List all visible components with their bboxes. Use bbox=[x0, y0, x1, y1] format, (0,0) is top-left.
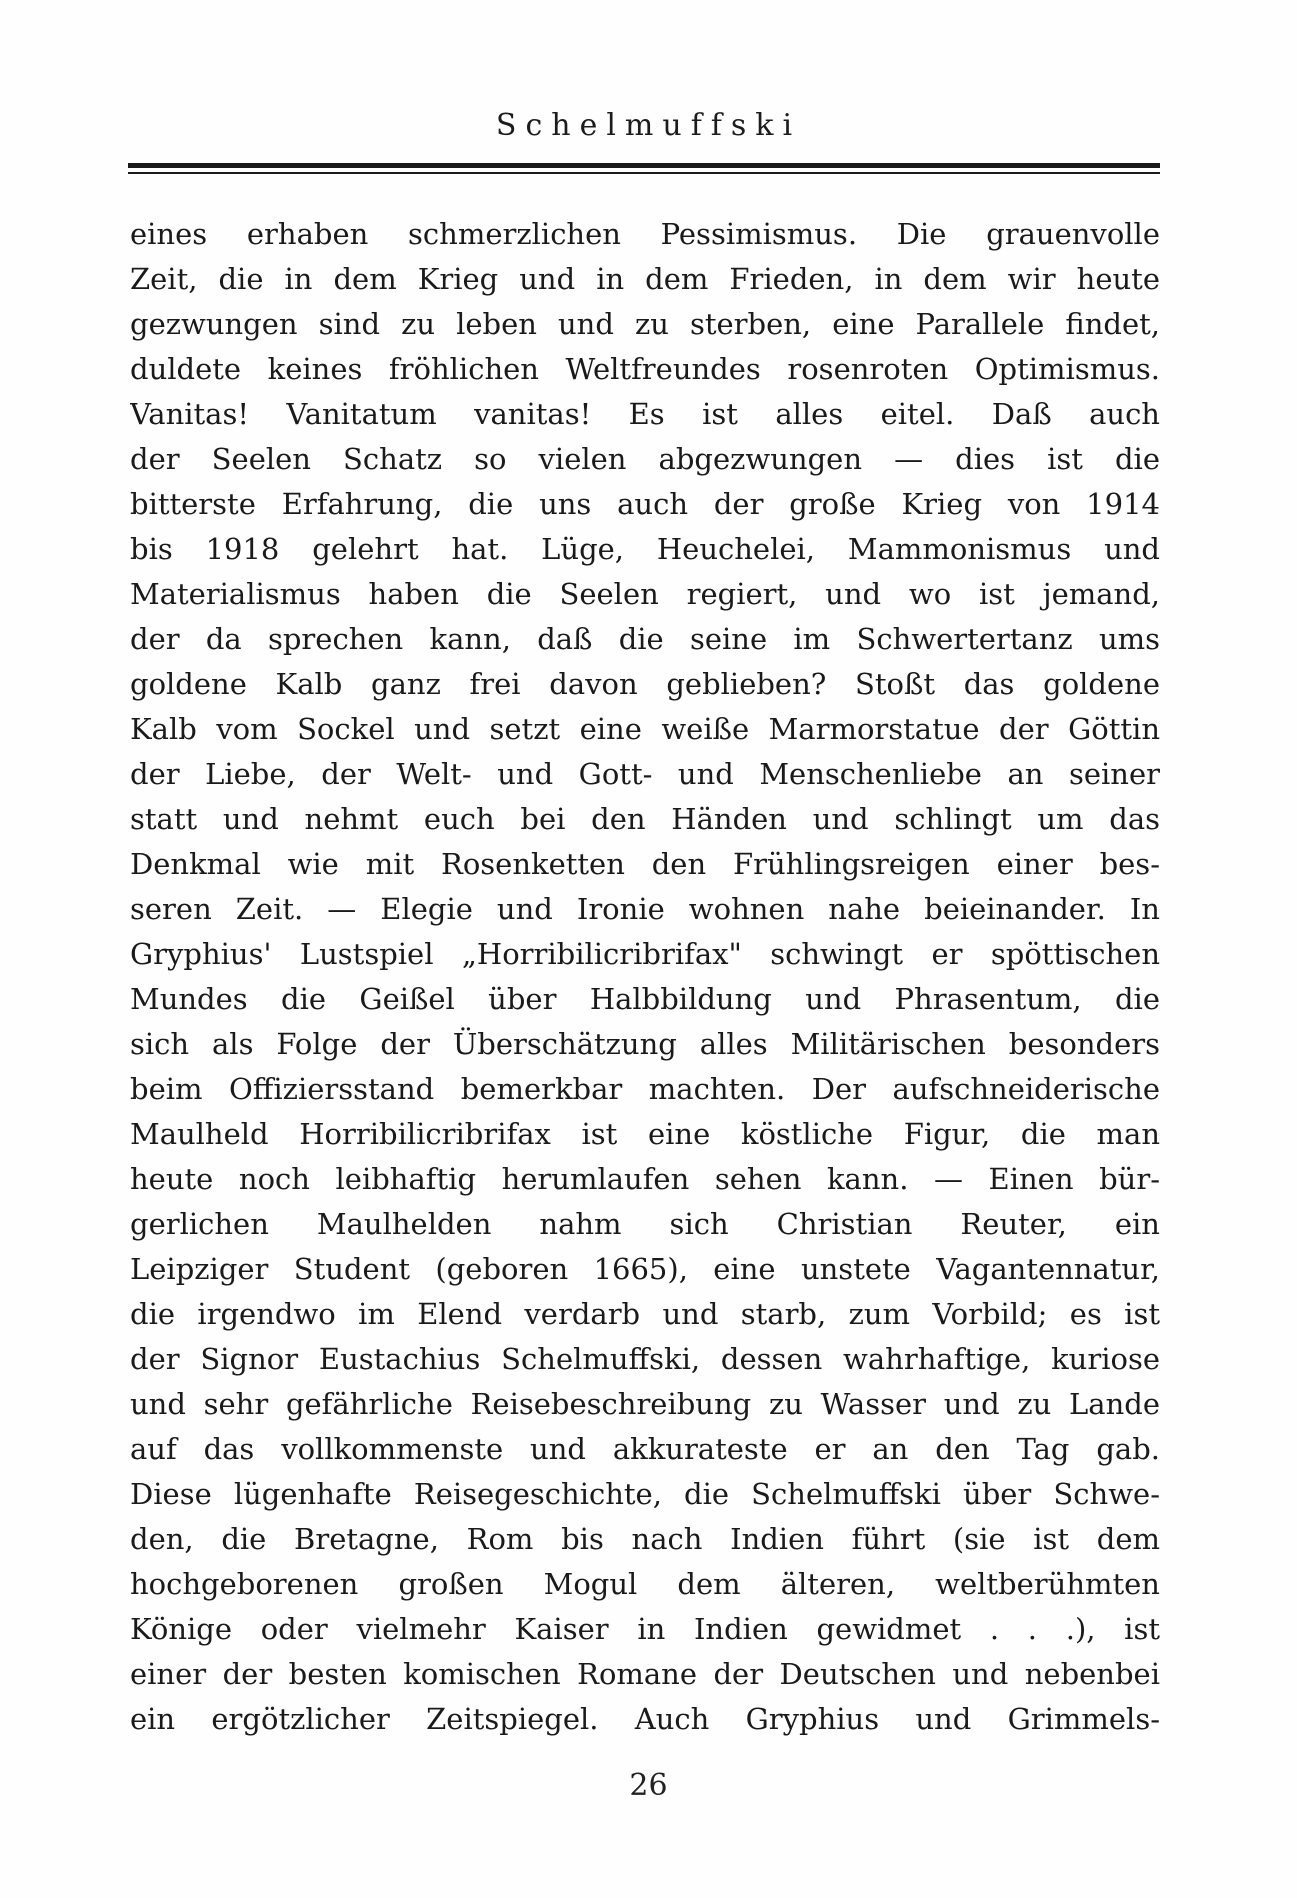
text-line: beim Offiziersstand bemerkbar machten. Der aufschneiderische bbox=[130, 1072, 1160, 1106]
text-line: duldete keines fröhlichen Weltfreundes rosenroten Optimismus. bbox=[130, 352, 1160, 386]
text-line: statt und nehmt euch bei den Händen und schlingt um das bbox=[130, 802, 1160, 836]
text-line: seren Zeit. — Elegie und Ironie wohnen nahe beieinander. In bbox=[130, 892, 1160, 926]
text-line: eines erhaben schmerzlichen Pessimismus. Die grauenvolle bbox=[130, 217, 1160, 251]
text-line: den, die Bretagne, Rom bis nach Indien führt (sie ist dem bbox=[130, 1522, 1160, 1556]
text-line: Materialismus haben die Seelen regiert, und wo ist jemand, bbox=[130, 577, 1160, 611]
header-rule-thick bbox=[128, 163, 1160, 168]
text-line: Denkmal wie mit Rosenketten den Frühlingsreigen einer bes- bbox=[130, 847, 1160, 881]
running-title: Schelmuffski bbox=[495, 108, 802, 143]
text-line: Könige oder vielmehr Kaiser in Indien gewidmet . . .), ist bbox=[130, 1612, 1160, 1646]
text-line: gerlichen Maulhelden nahm sich Christian Reuter, ein bbox=[130, 1207, 1160, 1241]
text-line: Kalb vom Sockel und setzt eine weiße Marmorstatue der Göttin bbox=[130, 712, 1160, 746]
header-rule-thin bbox=[128, 172, 1160, 174]
text-line: und sehr gefährliche Reisebeschreibung zu Wasser und zu Lande bbox=[130, 1387, 1160, 1421]
text-line: Leipziger Student (geboren 1665), eine unstete Vagantennatur, bbox=[130, 1252, 1160, 1286]
text-line: die irgendwo im Elend verdarb und starb, zum Vorbild; es ist bbox=[130, 1297, 1160, 1331]
text-line: einer der besten komischen Romane der Deutschen und nebenbei bbox=[130, 1657, 1160, 1691]
text-line: heute noch leibhaftig herumlaufen sehen kann. — Einen bür- bbox=[130, 1162, 1160, 1196]
page-number: 26 bbox=[629, 1768, 668, 1803]
text-line: Zeit, die in dem Krieg und in dem Frieden, in dem wir heute bbox=[130, 262, 1160, 296]
body-text bbox=[130, 212, 1160, 1742]
text-line: Gryphius' Lustspiel „Horribilicribrifax" schwingt er spöttischen bbox=[130, 937, 1160, 971]
text-line: bis 1918 gelehrt hat. Lüge, Heuchelei, Mammonismus und bbox=[130, 532, 1160, 566]
text-line: bitterste Erfahrung, die uns auch der große Krieg von 1914 bbox=[130, 487, 1160, 521]
text-line: der Liebe, der Welt- und Gott- und Menschenliebe an seiner bbox=[130, 757, 1160, 791]
text-line: Diese lügenhafte Reisegeschichte, die Schelmuffski über Schwe- bbox=[130, 1477, 1160, 1511]
text-line: Mundes die Geißel über Halbbildung und Phrasentum, die bbox=[130, 982, 1160, 1016]
text-line: goldene Kalb ganz frei davon geblieben? Stoßt das goldene bbox=[130, 667, 1160, 701]
text-line: der Signor Eustachius Schelmuffski, dessen wahrhaftige, kuriose bbox=[130, 1342, 1160, 1376]
text-line: Vanitas! Vanitatum vanitas! Es ist alles eitel. Daß auch bbox=[130, 397, 1160, 431]
text-line: Maulheld Horribilicribrifax ist eine köstliche Figur, die man bbox=[130, 1117, 1160, 1151]
text-line: gezwungen sind zu leben und zu sterben, eine Parallele findet, bbox=[130, 307, 1160, 341]
text-line: der da sprechen kann, daß die seine im Schwertertanz ums bbox=[130, 622, 1160, 656]
text-line: sich als Folge der Überschätzung alles Militärischen besonders bbox=[130, 1027, 1160, 1061]
text-line: hochgeborenen großen Mogul dem älteren, weltberühmten bbox=[130, 1567, 1160, 1601]
text-line: auf das vollkommenste und akkurateste er an den Tag gab. bbox=[130, 1432, 1160, 1466]
text-line: der Seelen Schatz so vielen abgezwungen — dies ist die bbox=[130, 442, 1160, 476]
text-line: ein ergötzlicher Zeitspiegel. Auch Gryphius und Grimmels- bbox=[130, 1702, 1160, 1736]
